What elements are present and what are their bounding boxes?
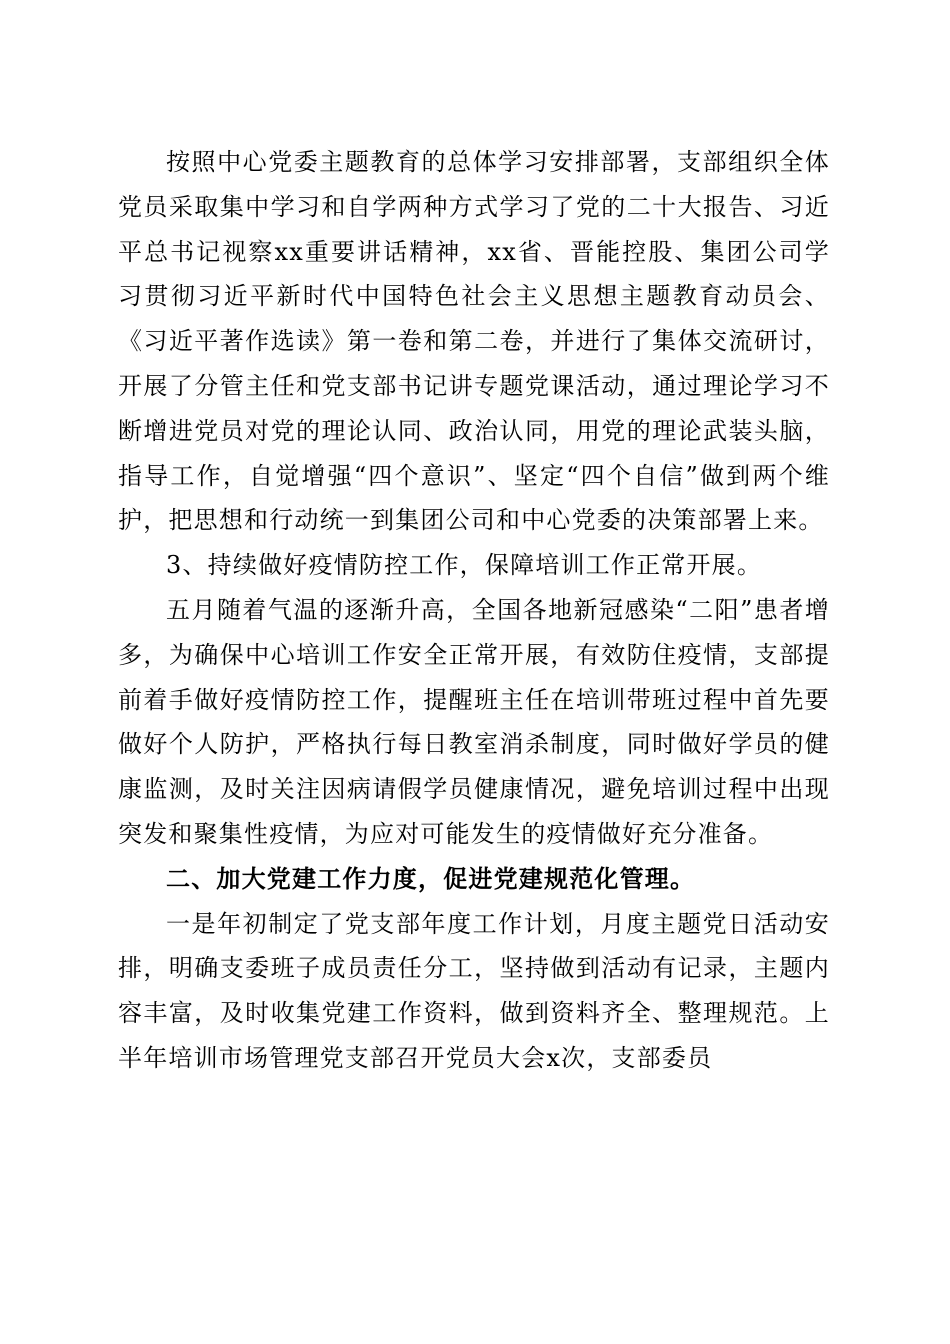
section-heading-party-building: 二、加大党建工作力度，促进党建规范化管理。 xyxy=(166,864,696,893)
paragraph-study-arrangement: 按照中心党委主题教育的总体学习安排部署，支部组织全体党员采取集中学习和自学两种方式学习了党的二十大报告、习近平总书记视察xx重要讲话精神，xx省、晋能控股、集团公司学习贯彻习近平新时代中国特色社会主义思想主题教育动员会、《习近平著作选读》第一卷和第二卷，并进行了集体交流研讨，开展了分管主任和党支部书记讲专题党课活动，通过理论学习不断增进党员对党的理论认同、政治认同，用党的理论武装头脑，指导工作，自觉增强“四个意识”、坚定“四个自信”做到两个维护，把思想和行动统一到集团公司和中心党委的决策部署上来。 xyxy=(118,148,830,535)
paragraph-annual-plan: 一是年初制定了党支部年度工作计划，月度主题党日活动安排，明确支委班子成员责任分工，坚持做到活动有记录，主题内容丰富，及时收集党建工作资料，做到资料齐全、整理规范。上半年培训市场管理党支部召开党员大会x次，支部委员 xyxy=(118,909,830,1072)
paragraph-epidemic-prevention: 五月随着气温的逐渐升高，全国各地新冠感染“二阳”患者增多，为确保中心培训工作安全正常开展，有效防住疫情，支部提前着手做好疫情防控工作，提醒班主任在培训带班过程中首先要做好个人防护，严格执行每日教室消杀制度，同时做好学员的健康监测，及时关注因病请假学员健康情况，避免培训过程中出现突发和聚集性疫情，为应对可能发生的疫情做好充分准备。 xyxy=(118,595,830,848)
paragraph-epidemic-subheading: 3、持续做好疫情防控工作，保障培训工作正常开展。 xyxy=(166,551,763,580)
document-body xyxy=(118,140,830,1081)
